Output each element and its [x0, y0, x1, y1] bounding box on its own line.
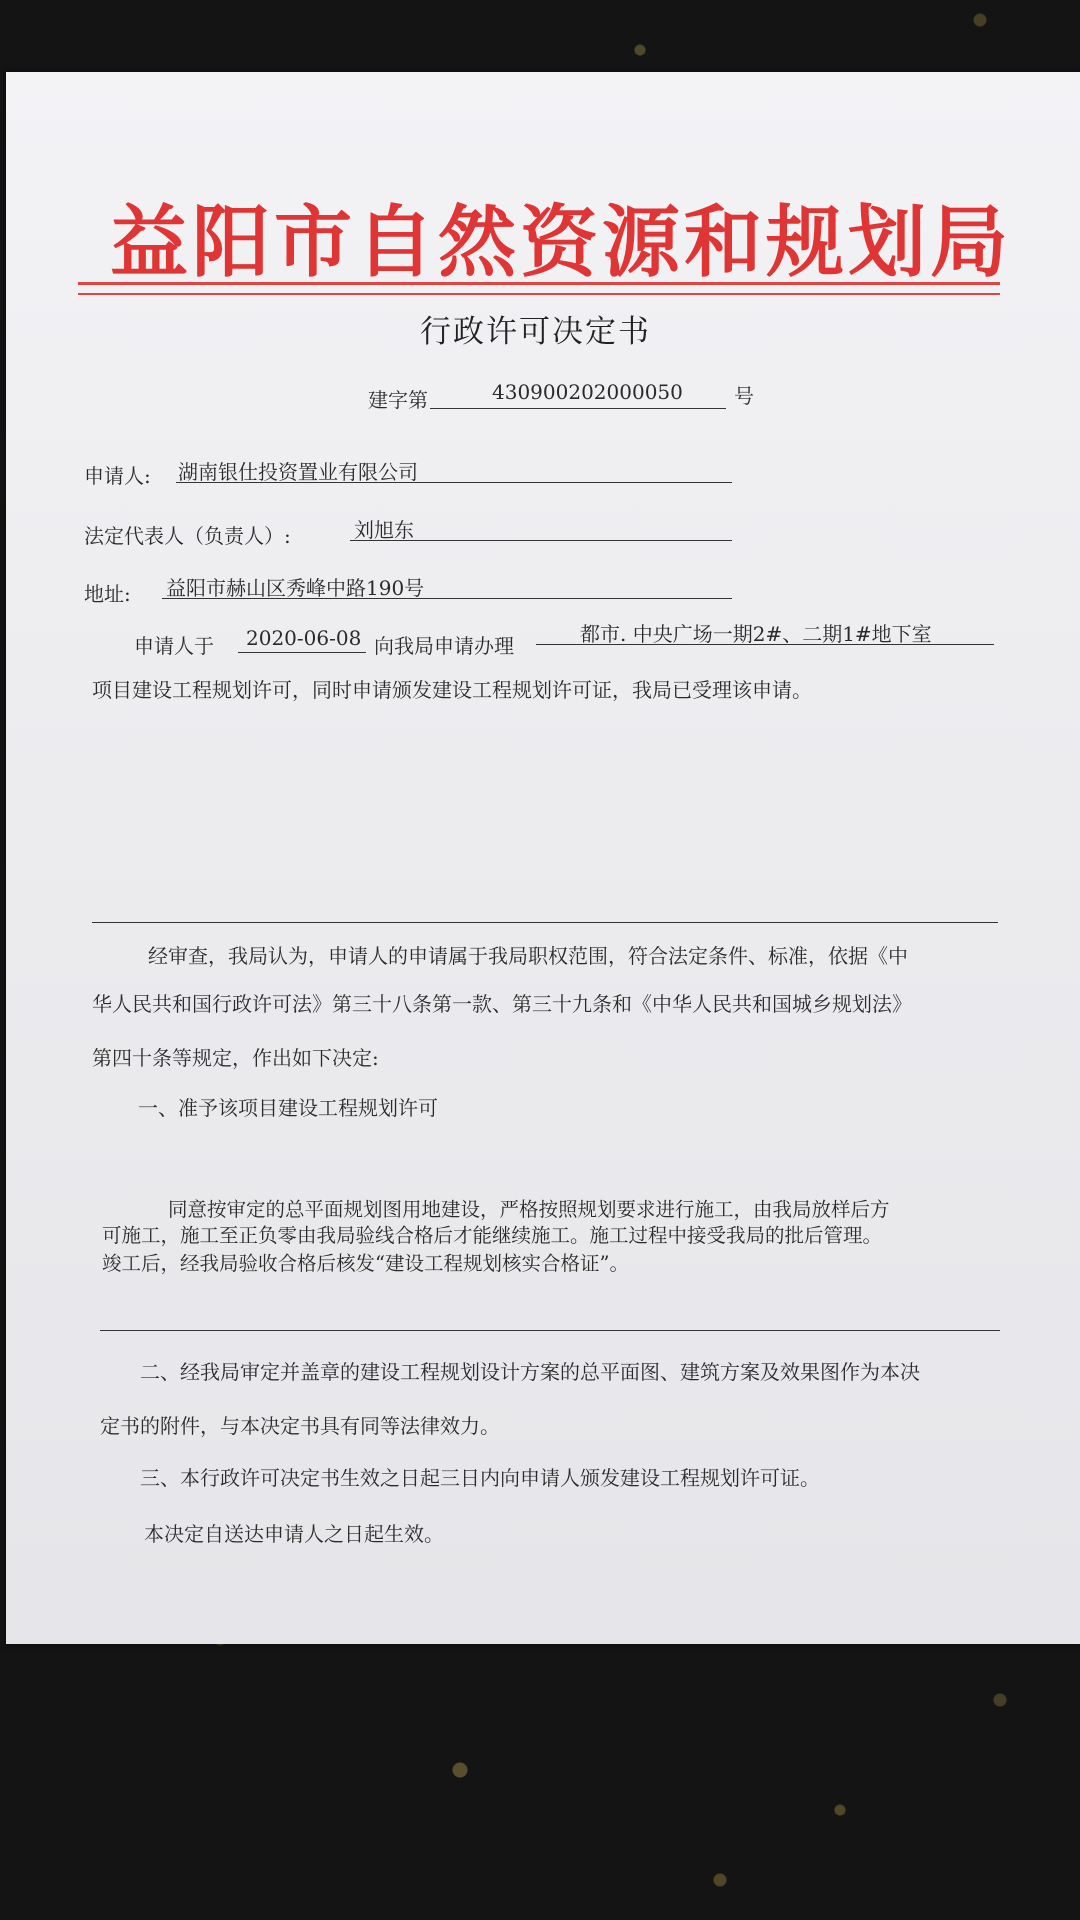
review-line3: 第四十条等规定，作出如下决定: — [92, 1046, 379, 1070]
doc-number-prefix: 建字第 — [368, 388, 428, 412]
application-date: 2020-06-08 — [246, 626, 362, 650]
application-project-underline — [536, 644, 994, 645]
agency-letterhead: 益阳市自然资源和规划局 — [110, 197, 1013, 288]
section-divider-1 — [92, 922, 998, 923]
doc-number-suffix: 号 — [734, 384, 754, 408]
decision2-line1: 二、经我局审定并盖章的建设工程规划设计方案的总平面图、建筑方案及效果图作为本决 — [140, 1360, 920, 1384]
decision1-detail-line2: 可施工，施工至正负零由我局验线合格后才能继续施工。施工过程中接受我局的批后管理。 — [102, 1224, 883, 1247]
decision2-line2: 定书的附件，与本决定书具有同等法律效力。 — [100, 1414, 500, 1438]
applicant-underline — [176, 482, 732, 483]
address-underline — [162, 598, 732, 599]
legal-rep-underline — [350, 540, 732, 541]
legal-rep-label: 法定代表人（负责人）: — [84, 524, 291, 548]
application-prefix: 申请人于 — [134, 634, 214, 658]
review-line1: 经审查，我局认为，申请人的申请属于我局职权范围，符合法定条件、标准，依据《中 — [148, 944, 908, 968]
doc-number-value: 430900202000050 — [492, 380, 683, 404]
doc-number-underline — [430, 408, 726, 409]
document-title: 行政许可决定书 — [420, 314, 651, 350]
address-value: 益阳市赫山区秀峰中路190号 — [166, 576, 425, 600]
address-label: 地址: — [84, 582, 131, 606]
application-date-underline — [238, 652, 366, 653]
applicant-value: 湖南银仕投资置业有限公司 — [178, 460, 418, 484]
red-header-rule — [78, 282, 1000, 295]
decision3-text: 三、本行政许可决定书生效之日起三日内向申请人颁发建设工程规划许可证。 — [140, 1466, 820, 1490]
application-middle: 向我局申请办理 — [374, 634, 514, 658]
application-project: 都市. 中央广场一期2#、二期1#地下室 — [580, 622, 932, 646]
application-line2: 项目建设工程规划许可，同时申请颁发建设工程规划许可证，我局已受理该申请。 — [92, 678, 812, 702]
legal-rep-value: 刘旭东 — [354, 518, 414, 542]
section-divider-2 — [100, 1330, 1000, 1331]
decision1-detail-line3: 竣工后，经我局验收合格后核发“建设工程规划核实合格证”。 — [102, 1252, 629, 1275]
decision1-heading: 一、准予该项目建设工程规划许可 — [138, 1096, 438, 1120]
decision1-detail-line1: 同意按审定的总平面规划图用地建设，严格按照规划要求进行施工，由我局放样后方 — [168, 1198, 890, 1221]
effective-clause: 本决定自送达申请人之日起生效。 — [144, 1522, 444, 1546]
applicant-label: 申请人: — [84, 464, 151, 488]
review-line2: 华人民共和国行政许可法》第三十八条第一款、第三十九条和《中华人民共和国城乡规划法》 — [92, 992, 912, 1016]
